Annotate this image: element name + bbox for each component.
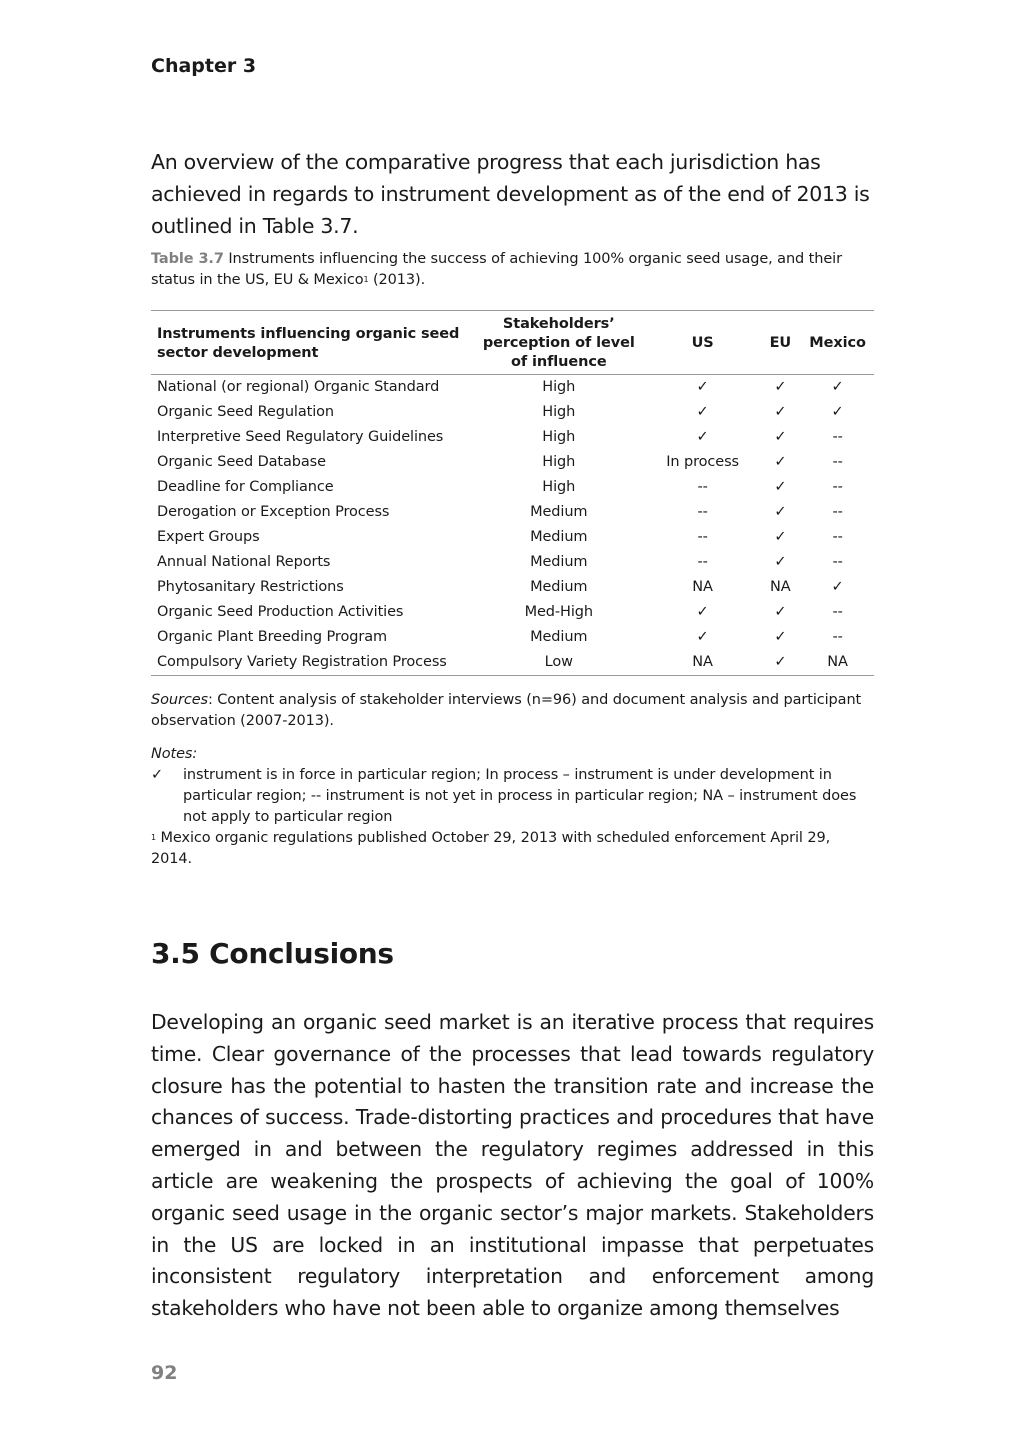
header-instruments: Instruments influencing organic seed sector development <box>157 325 460 361</box>
cell-influence: Medium <box>530 529 588 546</box>
header-perception: Stakeholders’ perception of level of influence <box>482 316 635 370</box>
cell-us: ✓ <box>696 428 709 445</box>
cell-eu: ✓ <box>774 403 787 420</box>
cell-eu: NA <box>770 579 791 596</box>
cell-eu: ✓ <box>774 478 787 495</box>
cell-eu: ✓ <box>774 654 787 671</box>
footnote-text: Mexico organic regulations published October 29, 2013 with scheduled enforcement April 29, 2014. <box>151 830 831 867</box>
cell-influence: High <box>542 403 576 420</box>
cell-influence: High <box>542 428 576 445</box>
header-us: US <box>691 335 714 351</box>
cell-eu: ✓ <box>774 529 787 546</box>
cell-instrument: Interpretive Seed Regulatory Guidelines <box>157 428 444 445</box>
cell-instrument: Expert Groups <box>157 529 260 546</box>
table-row <box>151 400 874 425</box>
footnote <box>151 828 875 870</box>
cell-instrument: Organic Seed Database <box>157 453 326 470</box>
sources-label: Sources <box>151 692 208 708</box>
cell-us: ✓ <box>696 604 709 621</box>
cell-influence: High <box>542 478 576 495</box>
cell-influence: Med-High <box>524 604 593 621</box>
table-caption-text: Instruments influencing the success of achieving 100% organic seed usage, and their status in the US, EU & Mexico <box>151 251 842 288</box>
instruments-table <box>151 310 874 676</box>
cell-us: ✓ <box>696 378 709 395</box>
cell-eu: ✓ <box>774 504 787 521</box>
cell-instrument: Derogation or Exception Process <box>157 504 390 521</box>
cell-us: -- <box>697 529 708 546</box>
table-notes <box>151 744 875 870</box>
table-row <box>151 500 874 525</box>
section-heading: 3.5 Conclusions <box>151 937 394 970</box>
cell-instrument: Compulsory Variety Registration Process <box>157 654 447 671</box>
cell-instrument: National (or regional) Organic Standard <box>157 378 440 395</box>
table-header-row <box>151 311 874 375</box>
table-sources <box>151 690 875 732</box>
footnote-mark: 1 <box>151 833 156 842</box>
table-row <box>151 525 874 550</box>
sources-text: : Content analysis of stakeholder interviews (n=96) and document analysis and participant observation (2007-2013). <box>151 692 862 729</box>
table-caption-year: (2013). <box>368 272 426 288</box>
table-row <box>151 575 874 600</box>
cell-mexico: ✓ <box>831 579 844 596</box>
cell-instrument: Annual National Reports <box>157 554 331 571</box>
note-item <box>151 765 875 828</box>
cell-us: ✓ <box>696 403 709 420</box>
cell-us: In process <box>666 453 739 470</box>
chapter-header: Chapter 3 <box>151 55 257 77</box>
table-row <box>151 375 874 400</box>
table-row <box>151 600 874 625</box>
cell-instrument: Organic Seed Regulation <box>157 403 334 420</box>
cell-instrument: Organic Plant Breeding Program <box>157 629 387 646</box>
cell-mexico: ✓ <box>831 403 844 420</box>
cell-us: ✓ <box>696 629 709 646</box>
table-row <box>151 475 874 500</box>
cell-influence: Medium <box>530 554 588 571</box>
cell-us: NA <box>692 579 713 596</box>
notes-label: Notes: <box>151 746 198 762</box>
page-number: 92 <box>151 1362 178 1384</box>
cell-us: -- <box>697 554 708 571</box>
table-row <box>151 450 874 475</box>
note-text: instrument is in force in particular region; In process – instrument is under development in particular region; -- instrument is not yet in process in particular region; NA – instrument does not apply to particular region <box>183 767 857 825</box>
cell-mexico: -- <box>832 629 843 646</box>
cell-mexico: -- <box>832 529 843 546</box>
cell-us: -- <box>697 478 708 495</box>
cell-mexico: ✓ <box>831 378 844 395</box>
section-body: Developing an organic seed market is an iterative process that requires time. Clear governance of the processes that lead towards regulatory closure has the potential to hasten the transition rate and increase the chances of success. Trade-distorting practices and procedures that have emerged in and between the regulatory regimes addressed in this article are weakening the prospects of achieving the goal of 100% organic seed usage in the organic sector’s major markets. Stakeholders in the US are locked in an institutional impasse that perpetuates inconsistent regulatory interpretation and enforcement among stakeholders who have not been able to organize among themselves <box>151 1010 874 1321</box>
cell-influence: Medium <box>530 629 588 646</box>
intro-paragraph: An overview of the comparative progress that each jurisdiction has achieved in regards to instrument development as of the end of 2013 is outlined in Table 3.7. <box>151 150 870 238</box>
cell-influence: Medium <box>530 504 588 521</box>
cell-mexico: -- <box>832 428 843 445</box>
table-caption <box>151 249 875 291</box>
cell-mexico: -- <box>832 453 843 470</box>
table-row <box>151 550 874 575</box>
cell-instrument: Deadline for Compliance <box>157 478 334 495</box>
cell-mexico: -- <box>832 554 843 571</box>
cell-mexico: -- <box>832 504 843 521</box>
cell-us: NA <box>692 654 713 671</box>
cell-influence: High <box>542 378 576 395</box>
cell-influence: High <box>542 453 576 470</box>
cell-instrument: Organic Seed Production Activities <box>157 604 404 621</box>
cell-eu: ✓ <box>774 629 787 646</box>
table-caption-label: Table 3.7 <box>151 251 224 267</box>
cell-eu: ✓ <box>774 453 787 470</box>
header-eu: EU <box>769 335 792 351</box>
cell-eu: ✓ <box>774 554 787 571</box>
cell-instrument: Phytosanitary Restrictions <box>157 579 344 596</box>
cell-mexico: -- <box>832 478 843 495</box>
header-mexico: Mexico <box>809 335 866 351</box>
table-row <box>151 625 874 650</box>
checkmark-icon: ✓ <box>151 767 164 783</box>
cell-mexico: -- <box>832 604 843 621</box>
table-row <box>151 651 874 676</box>
table-caption-footnote-mark: 1 <box>363 275 369 284</box>
table-row <box>151 425 874 450</box>
cell-influence: Medium <box>530 579 588 596</box>
cell-influence: Low <box>544 654 573 671</box>
cell-eu: ✓ <box>774 604 787 621</box>
cell-eu: ✓ <box>774 428 787 445</box>
cell-mexico: NA <box>827 654 848 671</box>
cell-us: -- <box>697 504 708 521</box>
cell-eu: ✓ <box>774 378 787 395</box>
